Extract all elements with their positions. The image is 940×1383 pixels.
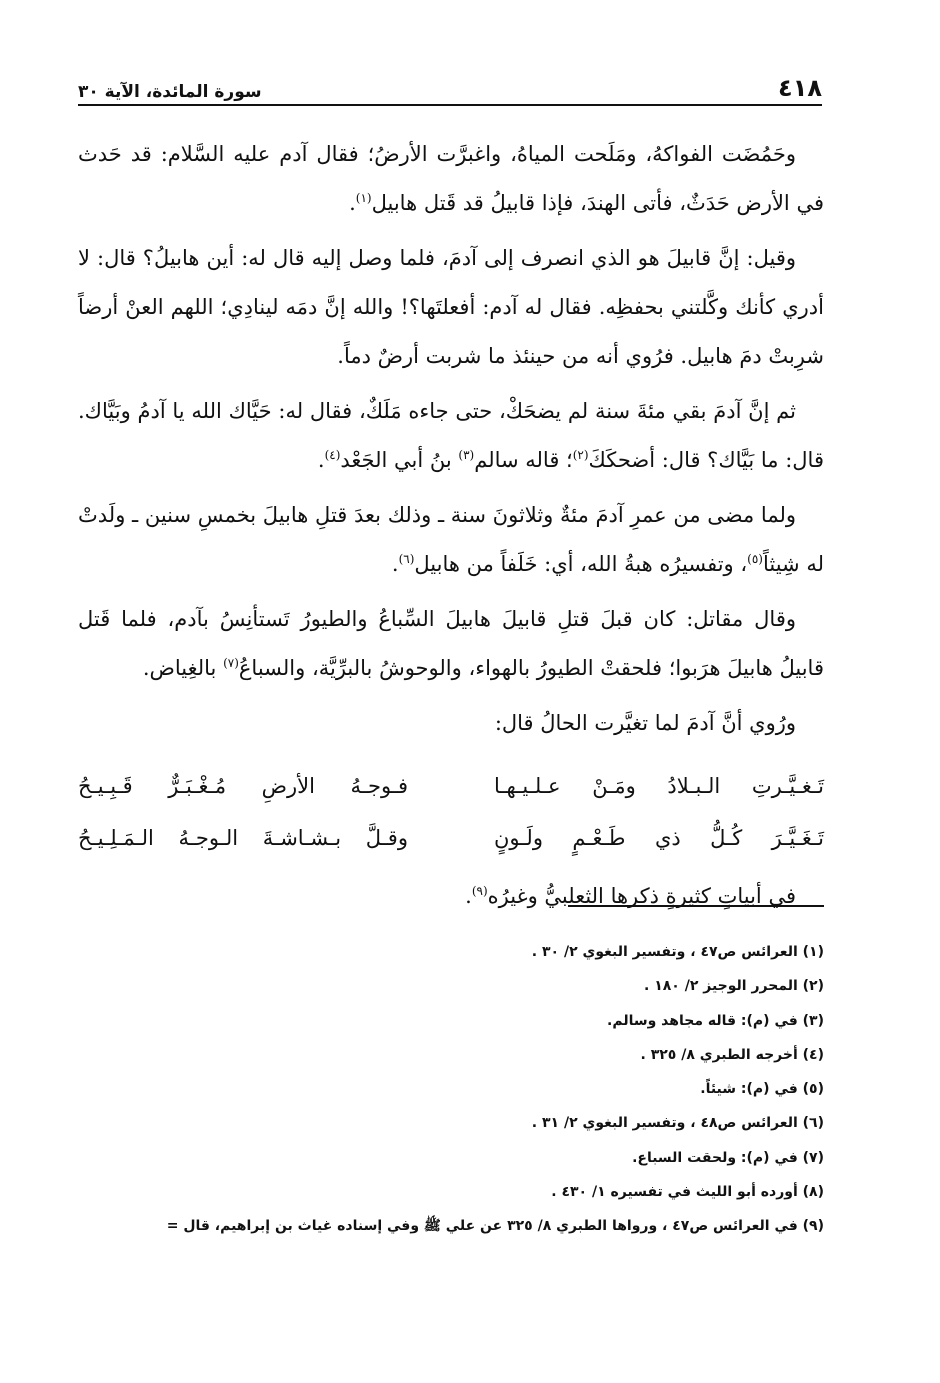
paragraph-text: وقيل: إنَّ قابيلَ هو الذي انصرف إلى آدمَ، فلما وصل إليه قال له: أين هابيلُ؟ قال: لا أدري كأنك وكَّلتني بحفظِه. فقال له آدم: أفعلتَها؟! والله إنَّ دمَه لينادِي؛ اللهم العنْ أرضاً شرِبتْ دمَ هابيل. فرُوي أنه من حينئذ ما شربت أرضٌ دماً. <box>78 246 824 368</box>
paragraph-text: ، وتفسيرُه هبةُ الله، أي: خَلَفاً من هابيل <box>414 552 748 576</box>
poem <box>78 760 824 864</box>
footnote-ref-3: (٣) <box>458 448 475 462</box>
paragraph-text: ؛ قاله سالم <box>474 448 573 472</box>
footnote-ref-5: (٥) <box>747 552 763 566</box>
paragraph-2 <box>78 234 824 381</box>
poem-intro <box>78 699 824 748</box>
poem-verse <box>78 760 824 812</box>
footnote-ref-7: (٧) <box>223 656 239 670</box>
footnote-8: (٨) أورده أبو الليث في تفسيره ١/ ٤٣٠ . <box>551 1184 824 1201</box>
paragraph-tail: . <box>465 884 472 908</box>
paragraph-tail: . <box>349 191 356 215</box>
hemistich-first: تَـغَـيَّـرَ كُـلُّ ذي طَـعْـمٍ ولَـونٍ <box>494 826 824 850</box>
footnote-ref-2: (٢) <box>572 448 589 462</box>
paragraph-3 <box>78 387 824 485</box>
footnote-9: (٩) في العرائس ص٤٧ ، ورواها الطبري ٨/ ٣٢٥ عن علي ﷺ وفي إسناده غياث بن إبراهيم، قال = <box>166 1218 824 1235</box>
paragraph-4 <box>78 491 824 589</box>
poem-verse <box>78 812 824 864</box>
main-text <box>78 130 824 927</box>
paragraph-text: ثم إنَّ آدمَ بقي مئةَ سنة لم يضحَكْ، حتى جاءه مَلَكٌ، فقال له: حَيَّاك الله يا آدمُ وبَيَّاك. قال: ما بَيَّاك؟ قال: أضحكَكَ <box>78 399 824 472</box>
footnote-divider <box>568 905 824 907</box>
hemistich-first: تَـغـيَّـرتِ الـبـلادُ ومَـنْ عـلـيـهـا <box>494 774 824 798</box>
footnote-1: (١) العرائس ص٤٧ ، وتفسير البغوي ٢/ ٣٠ . <box>531 944 824 960</box>
paragraph-tail: . <box>391 552 399 576</box>
footnote-ref-9: (٩) <box>471 884 488 898</box>
paragraph-text: ولما مضى من عمرِ آدمَ مئةٌ وثلاثونَ سنة ـ وذلك بعدَ قتلِ هابيلَ بخمسِ سنين ـ ولَدتْ له شِيثاً <box>78 503 824 576</box>
footnote-5: (٥) في (م): شيئاً. <box>700 1081 824 1098</box>
footnote-ref-4: (٤) <box>324 448 341 462</box>
paragraph-text: في أبياتٍ كثيرةٍ ذكرها الثعلبيُّ وغيرُه <box>487 884 796 908</box>
paragraph-text: وحَمُضَت الفواكهُ، ومَلَحت المياهُ، واغبرَّت الأرضُ؛ فقال آدم عليه السَّلام: قد حَدث في الأرض حَدَثٌ، فأتى الهندَ، فإذا قابيلُ قد قَتل هابيل <box>78 142 824 215</box>
footnote-4: (٤) أخرجه الطبري ٨/ ٣٢٥ . <box>640 1046 824 1063</box>
page-header <box>78 66 822 106</box>
hemistich-second: وقـلَّ بـشـاشـةَ الـوجـهُ الـمَـلِـيـحُ <box>78 826 408 850</box>
footnotes <box>78 935 824 1244</box>
paragraph-text: بالغِياض. <box>142 656 224 680</box>
page-number: ٤١٨ <box>778 74 822 102</box>
paragraph-text: بنُ أبي الجَعْد <box>340 448 459 472</box>
footnote-3: (٣) في (م): قاله مجاهد وسالم. <box>607 1012 824 1029</box>
running-title: سورة المائدة، الآية ٣٠ <box>78 82 262 102</box>
footnote-ref-1: (١) <box>355 191 372 205</box>
paragraph-after-poem <box>78 872 824 921</box>
paragraph-5 <box>78 595 824 693</box>
footnote-7: (٧) في (م): ولحقت السباع. <box>632 1149 824 1166</box>
hemistich-second: فـوجـهُ الأرضِ مُـغْـبَـرٌّ قَـبِـيـحُ <box>78 774 408 798</box>
paragraph-tail: . <box>317 448 325 472</box>
paragraph-text: ورُوي أنَّ آدمَ لما تغيَّرت الحالُ قال: <box>494 711 796 735</box>
paragraph-text: وقال مقاتل: كان قبلَ قتلِ قابيلَ هابيلَ السِّباعُ والطيورُ تَستأنِسُ بآدم، فلما قَتل قابيلُ هابيلَ هرَبوا؛ فلحقتْ الطيورُ بالهواء، والوحوشُ بالبرِّيَّة، والسباعُ <box>78 607 824 680</box>
footnote-2: (٢) المحرر الوجيز ٢/ ١٨٠ . <box>643 978 824 995</box>
paragraph-1 <box>78 130 824 228</box>
footnote-ref-6: (٦) <box>398 552 415 566</box>
footnote-6: (٦) العرائس ص٤٨ ، وتفسير البغوي ٢/ ٣١ . <box>531 1115 824 1132</box>
